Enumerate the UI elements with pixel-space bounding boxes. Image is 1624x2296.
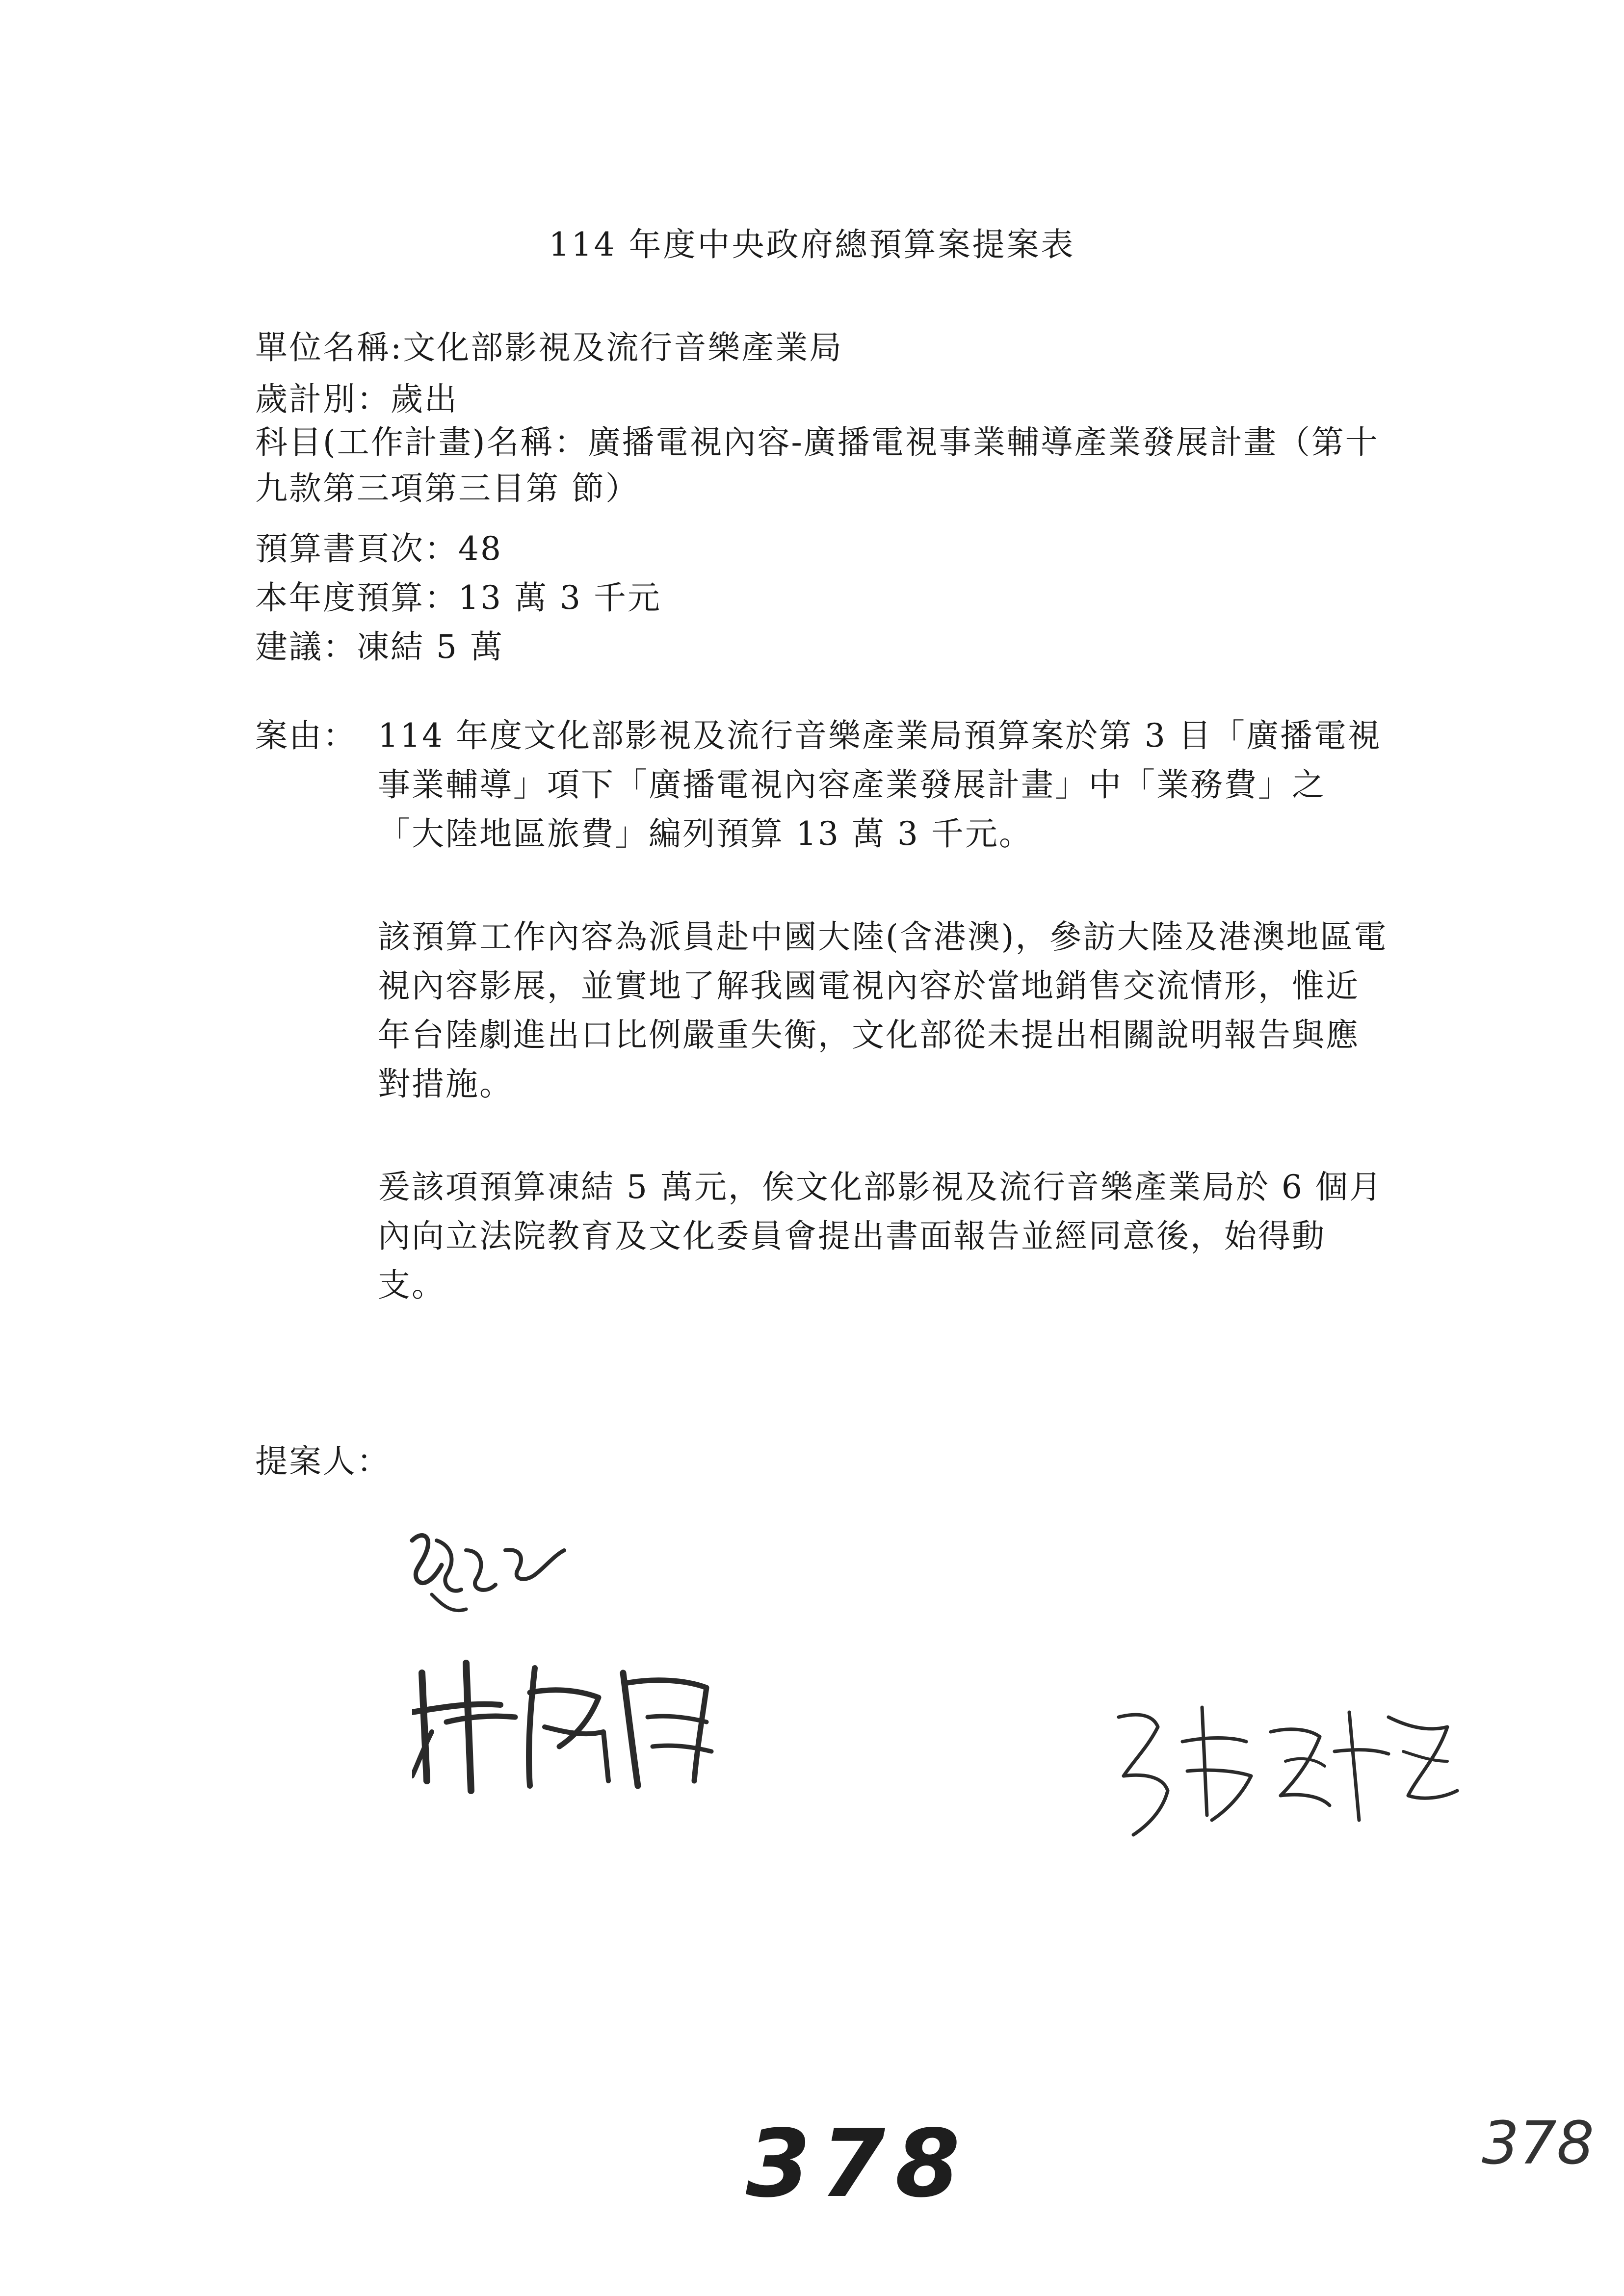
reason-label: 案由： <box>255 717 357 755</box>
signature-2 <box>412 1653 756 1800</box>
proposer-label: 提案人： <box>255 1442 391 1480</box>
document-title: 114 年度中央政府總預算案提案表 <box>549 226 1075 263</box>
unit-name-field: 單位名稱:文化部影視及流行音樂產業局 <box>255 329 843 366</box>
subject-field: 科目(工作計畫)名稱：廣播電視內容-廣播電視事業輔導產業發展計畫（第十九款第三項第三目第 節） <box>255 423 1379 507</box>
reason-section <box>255 711 1388 859</box>
reason-paragraph-1: 114 年度文化部影視及流行音樂產業局預算案於第 3 目「廣播電視事業輔導」項下「廣播電視內容產業發展計畫」中「業務費」之「大陸地區旅費」編列預算 13 萬 3 千元。 <box>378 717 1382 853</box>
annual-budget-field: 本年度預算：13 萬 3 千元 <box>255 579 661 617</box>
reason-paragraph-3: 爰該項預算凍結 5 萬元，俟文化部影視及流行音樂產業局於 6 個月內向立法院教育及文化委員會提出書面報告並經同意後，始得動支。 <box>378 1168 1383 1304</box>
handwritten-page-number: 378 <box>746 2110 970 2218</box>
reason-paragraph-2: 該預算工作內容為派員赴中國大陸(含港澳)，參訪大陸及港澳地區電視內容影展，並實地了解我國電視內容於當地銷售交流情形，惟近年台陸劇進出口比例嚴重失衡，文化部從未提出相關說明報告與應對措施。 <box>378 918 1388 1103</box>
budget-page-field: 預算書頁次：48 <box>255 530 502 568</box>
signature-3 <box>1114 1688 1467 1850</box>
recommendation-field: 建議：凍結 5 萬 <box>255 628 504 666</box>
handwritten-page-number-corner: 378 <box>1482 2110 1595 2178</box>
signature-1 <box>402 1521 579 1634</box>
account-type-field: 歲計別：歲出 <box>255 380 458 418</box>
